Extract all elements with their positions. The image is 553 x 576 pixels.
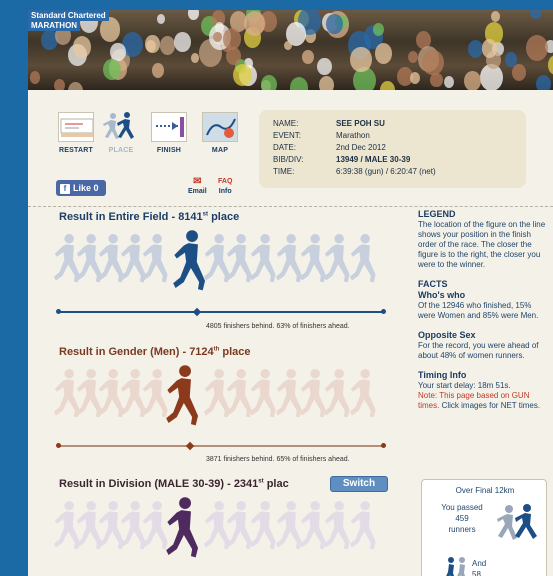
crowd-figure — [317, 58, 332, 76]
info-row-date — [273, 142, 512, 154]
crowd-figure — [54, 79, 65, 90]
nav-finish-label: FINISH — [156, 147, 182, 154]
crowd-figure — [410, 72, 420, 84]
info-link[interactable] — [218, 176, 232, 195]
crowd-figure — [157, 14, 165, 24]
info-sidebar — [418, 209, 553, 576]
restart-icon — [58, 112, 94, 142]
background-runner-figure — [141, 233, 170, 291]
name-label: NAME: — [273, 119, 299, 128]
passed-by-runners-icon — [444, 556, 468, 576]
facts-subtitle: Who's who — [418, 290, 466, 300]
email-label: Email — [188, 188, 207, 195]
your-runner-figure[interactable] — [165, 364, 200, 435]
nav-map-label: MAP — [211, 147, 229, 154]
gender-place-suffix: th — [213, 346, 220, 353]
track-end-dot — [381, 443, 386, 448]
facebook-icon: f — [60, 184, 70, 194]
timing-block — [418, 370, 553, 411]
crowd-figure — [302, 50, 314, 64]
legend-title: LEGEND — [418, 209, 456, 219]
field-result-panel[interactable] — [28, 211, 418, 330]
over-final-title: Over Final 12km — [455, 486, 515, 495]
map-icon — [202, 112, 238, 142]
nav-restart[interactable] — [58, 112, 94, 154]
crowd-figure — [191, 53, 199, 63]
gender-summary: 3871 finishers behind. 65% of finishers ahead. — [206, 456, 350, 463]
runner-info-card — [259, 110, 526, 188]
crowd-figure — [160, 36, 176, 55]
crowd-figure — [326, 14, 343, 34]
race-photo-banner — [28, 10, 553, 90]
email-link[interactable] — [188, 176, 207, 195]
field-position-track — [58, 311, 384, 313]
over-final-box[interactable] — [421, 479, 547, 576]
passing-runners-icon — [497, 504, 539, 544]
division-title-prefix: Result in Division (MALE 30-39) - — [59, 478, 234, 490]
crowd-figure — [422, 50, 444, 76]
background-runner-figure — [349, 500, 378, 558]
date-value: 2nd Dec 2012 — [336, 143, 386, 152]
event-value: Marathon — [336, 131, 370, 140]
field-result-title — [59, 211, 418, 223]
passed-runners — [432, 502, 492, 535]
track-start-dot — [56, 309, 61, 314]
info-row-time — [273, 166, 512, 178]
info-row-name — [273, 118, 512, 130]
faq-icon: FAQ — [218, 178, 233, 185]
crowd-figure — [145, 35, 159, 52]
gender-title-prefix: Result in Gender (Men) - — [59, 346, 190, 358]
timing-note — [418, 391, 547, 411]
info-row-bib — [273, 154, 512, 166]
crowd-figure — [233, 64, 251, 86]
facts-title: FACTS — [418, 279, 448, 289]
timing-note-red: Note: This page based on GUN times. — [418, 391, 530, 410]
and-count: 58 — [472, 570, 481, 576]
info-row-event — [273, 130, 512, 142]
legend-block — [418, 209, 553, 270]
opposite-sex-title: Opposite Sex — [418, 330, 476, 340]
crowd-figure — [444, 76, 454, 88]
crowd-figure — [103, 59, 121, 80]
gender-position-marker — [186, 442, 194, 450]
field-title-end: place — [208, 211, 240, 223]
division-place-number: 2341 — [233, 478, 259, 490]
crowd-figure — [464, 71, 481, 90]
section-divider — [28, 206, 553, 207]
crowd-figure — [213, 32, 222, 43]
crowd-figure — [380, 81, 395, 90]
background-runner-figure — [249, 368, 278, 426]
switch-button[interactable]: Switch — [330, 476, 388, 492]
facts-text: Of the 12946 who finished, 15% were Women and 85% were Men. — [418, 301, 539, 320]
background-runner-figure — [323, 233, 352, 291]
track-end-dot — [381, 309, 386, 314]
division-place-suffix: st — [258, 478, 264, 485]
nav-place-label: PLACE — [108, 147, 134, 154]
crowd-figure — [68, 82, 83, 90]
crowd-figure — [284, 41, 292, 51]
crowd-figure — [512, 64, 526, 81]
gender-runner-figures[interactable] — [53, 360, 393, 424]
crowd-figure — [408, 51, 418, 63]
sponsor-logo-sub: MARATHON — [28, 20, 80, 31]
opposite-sex-block — [418, 330, 553, 361]
field-place-suffix: st — [202, 211, 209, 218]
event-label: EVENT: — [273, 131, 302, 140]
passed-unit: runners — [448, 525, 476, 534]
background-runner-figure — [349, 233, 378, 291]
passed-by-runners — [472, 558, 486, 576]
info-label: Info — [218, 188, 232, 195]
field-runner-figures[interactable] — [53, 225, 393, 289]
email-icon: ✉ — [193, 176, 202, 187]
nav-map[interactable] — [202, 112, 238, 154]
field-summary: 4805 finishers behind. 63% of finishers ahead. — [206, 323, 350, 330]
your-runner-figure[interactable] — [172, 229, 207, 300]
facebook-like-button[interactable] — [56, 180, 106, 196]
crowd-figure — [152, 63, 164, 78]
background-runner-figure — [249, 233, 278, 291]
nav-finish[interactable] — [151, 112, 187, 154]
background-runner-figure — [323, 500, 352, 558]
division-runner-figures[interactable] — [53, 492, 393, 556]
runner-name: SEE POH SU — [336, 119, 385, 128]
nav-restart-label: RESTART — [59, 147, 93, 154]
crowd-figure — [530, 10, 542, 19]
crowd-figure — [526, 35, 548, 62]
field-title-prefix: Result in Entire Field - — [59, 211, 179, 223]
crowd-figure — [373, 23, 384, 36]
crowd-figure — [261, 75, 277, 90]
date-label: DATE: — [273, 143, 296, 152]
gender-result-title — [59, 346, 418, 358]
crowd-figure — [536, 75, 551, 90]
time-label: TIME: — [273, 167, 295, 176]
crowd-figure — [290, 77, 309, 91]
legend-text: The location of the figure on the line shows your position in the finish order of the race. The closer the figure is to the right, the closer you were to the winner. — [418, 220, 546, 269]
gender-position-track — [58, 445, 384, 447]
bib-value: 13949 / MALE 30-39 — [336, 155, 411, 164]
gender-place-number: 7124 — [189, 346, 214, 358]
like-label: Like 0 — [73, 183, 99, 193]
timing-text: Your start delay: 18m 51s. — [418, 381, 511, 390]
division-title-end: plac — [263, 478, 289, 490]
crowd-figure — [188, 10, 199, 20]
results-page — [28, 10, 553, 576]
track-start-dot — [56, 443, 61, 448]
crowd-figure — [350, 47, 371, 72]
runner-icon — [103, 112, 139, 142]
division-result-panel[interactable] — [28, 478, 418, 490]
time-value: 6:39:38 (gun) / 6:20:47 (net) — [336, 167, 436, 176]
timing-note-rest: Click images for NET times. — [439, 401, 541, 410]
gender-title-end: place — [219, 346, 251, 358]
passed-count: 459 — [455, 514, 469, 523]
nav-place[interactable] — [103, 112, 139, 154]
crowd-figure — [73, 36, 91, 58]
background-runner-figure — [323, 368, 352, 426]
crowd-figure — [30, 71, 41, 84]
background-runner-figure — [249, 500, 278, 558]
bib-label: BIB/DIV: — [273, 155, 304, 164]
finish-icon — [151, 112, 187, 142]
gender-result-panel[interactable] — [28, 346, 418, 463]
and-text: And — [472, 559, 487, 568]
facts-block — [418, 279, 553, 321]
crowd-figure — [174, 32, 191, 52]
passed-text: You passed — [441, 503, 483, 512]
opposite-sex-text: For the record, you were ahead of about 48% of women runners. — [418, 341, 539, 360]
crowd-figure — [491, 11, 500, 22]
timing-title: Timing Info — [418, 370, 467, 380]
field-position-marker — [192, 308, 200, 316]
sponsor-logo: Standard Chartered — [28, 10, 109, 21]
crowd-figure — [468, 40, 483, 58]
background-runner-figure — [349, 368, 378, 426]
crowd-figure — [375, 43, 392, 64]
your-runner-figure[interactable] — [165, 496, 200, 567]
crowd-figure — [223, 28, 241, 50]
field-place-number: 8141 — [178, 211, 203, 223]
crowd-figure — [319, 76, 334, 90]
crowd-figure — [548, 55, 553, 75]
crowd-figure — [482, 39, 497, 57]
crowd-figure — [244, 11, 265, 36]
